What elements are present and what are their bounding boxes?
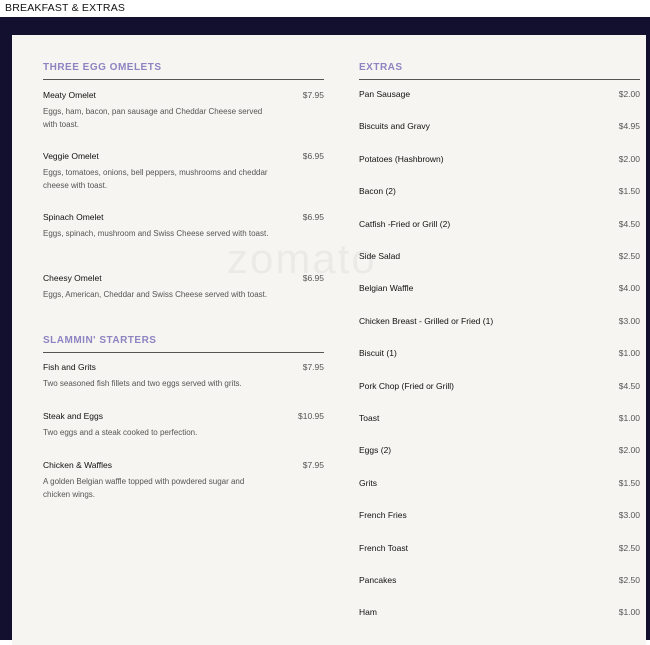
extras-item-name: Ham (359, 607, 377, 617)
menu-item-name: Steak and Eggs (43, 411, 104, 421)
extras-item-price: $1.50 (618, 478, 640, 488)
menu-item-price: $7.95 (302, 460, 324, 470)
extras-item-name: Potatoes (Hashbrown) (359, 154, 444, 164)
extras-item-price: $4.50 (618, 219, 640, 229)
extras-item-name: Biscuits and Gravy (359, 121, 430, 131)
menu-page (12, 35, 646, 645)
extras-item-price: $1.00 (618, 413, 640, 423)
section-rule (43, 79, 324, 80)
section-rule (359, 79, 640, 80)
menu-item-name: Fish and Grits (43, 362, 96, 372)
extras-item-price: $4.50 (618, 381, 640, 391)
extras-item-price: $2.00 (618, 89, 640, 99)
extras-item-name: Side Salad (359, 251, 401, 261)
menu-item-desc: Eggs, American, Cheddar and Swiss Cheese served with toast. (43, 290, 268, 299)
extras-item-name: French Fries (359, 510, 407, 520)
section-title-starters: SLAMMIN' STARTERS (43, 335, 157, 346)
section-rule (43, 352, 324, 353)
extras-item-price: $3.00 (618, 510, 640, 520)
menu-item-price: $6.95 (302, 273, 324, 283)
extras-item-name: Eggs (2) (359, 445, 392, 455)
extras-item-name: Grits (359, 478, 377, 488)
menu-item-price: $7.95 (302, 362, 324, 372)
extras-item-price: $2.00 (618, 445, 640, 455)
extras-item-name: Bacon (2) (359, 186, 396, 196)
menu-item-name: Meaty Omelet (43, 90, 96, 100)
extras-item-name: Pan Sausage (359, 89, 411, 99)
extras-item-price: $1.00 (618, 607, 640, 617)
extras-item-name: Catfish -Fried or Grill (2) (359, 219, 451, 229)
extras-item-price: $2.50 (618, 575, 640, 585)
extras-item-name: Pork Chop (Fried or Grill) (359, 381, 454, 391)
menu-item-desc: Eggs, ham, bacon, pan sausage and Cheddar Cheese served with toast. (43, 107, 263, 129)
extras-item-name: French Toast (359, 543, 408, 553)
extras-item-price: $3.00 (618, 316, 640, 326)
section-title-omelets: THREE EGG OMELETS (43, 62, 162, 73)
page-title: BREAKFAST & EXTRAS (5, 2, 126, 14)
extras-item-price: $2.50 (618, 543, 640, 553)
extras-item-price: $1.50 (618, 186, 640, 196)
menu-item-name: Chicken & Waffles (43, 460, 112, 470)
menu-item-desc: Eggs, tomatoes, onions, bell peppers, mushrooms and cheddar cheese with toast. (43, 168, 268, 190)
menu-item-desc: Two eggs and a steak cooked to perfection. (43, 428, 198, 437)
menu-item-price: $7.95 (302, 90, 324, 100)
extras-item-price: $4.95 (618, 121, 640, 131)
menu-item-desc: Two seasoned fish fillets and two eggs served with grits. (43, 379, 242, 388)
menu-item-desc: Eggs, spinach, mushroom and Swiss Cheese served with toast. (43, 229, 269, 238)
menu-item-desc: A golden Belgian waffle topped with powdered sugar and chicken wings. (43, 477, 245, 499)
section-title-extras: EXTRAS (359, 62, 403, 73)
menu-item-price: $6.95 (302, 151, 324, 161)
extras-item-name: Toast (359, 413, 380, 423)
extras-item-price: $2.50 (618, 251, 640, 261)
extras-item-name: Chicken Breast - Grilled or Fried (1) (359, 316, 494, 326)
extras-item-name: Pancakes (359, 575, 397, 585)
extras-item-price: $1.00 (618, 348, 640, 358)
menu-item-price: $10.95 (298, 411, 324, 421)
menu-item-name: Cheesy Omelet (43, 273, 102, 283)
extras-item-price: $2.00 (618, 154, 640, 164)
menu-item-name: Spinach Omelet (43, 212, 104, 222)
extras-item-name: Belgian Waffle (359, 283, 414, 293)
extras-item-name: Biscuit (1) (359, 348, 397, 358)
extras-item-price: $4.00 (618, 283, 640, 293)
menu-item-price: $6.95 (302, 212, 324, 222)
menu-item-name: Veggie Omelet (43, 151, 99, 161)
top-bar (0, 0, 650, 17)
